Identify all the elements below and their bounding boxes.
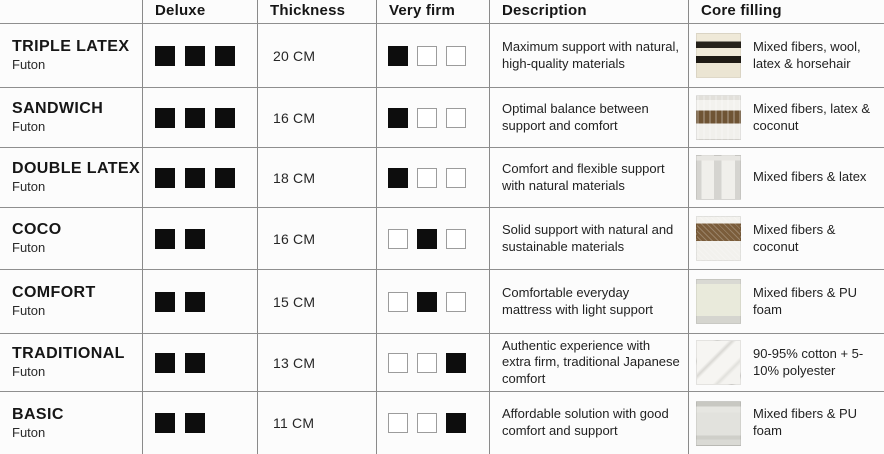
filled-square-icon (446, 353, 466, 373)
thickness-value: 13 CM (258, 334, 377, 392)
deluxe-rating (143, 88, 258, 148)
filled-square-icon (215, 46, 235, 66)
firmness-scale (377, 334, 490, 392)
filled-square-icon (417, 229, 437, 249)
empty-square-icon (388, 413, 408, 433)
filled-square-icon (185, 229, 205, 249)
firmness-scale (377, 24, 490, 88)
empty-square-icon (388, 353, 408, 373)
header-deluxe: Deluxe (143, 0, 258, 24)
filled-square-icon (388, 168, 408, 188)
filled-square-icon (155, 292, 175, 312)
empty-square-icon (446, 46, 466, 66)
description-text: Optimal balance between support and comfort (490, 88, 689, 148)
product-cell (0, 392, 143, 454)
empty-square-icon (446, 229, 466, 249)
empty-square-icon (446, 108, 466, 128)
filled-square-icon (155, 46, 175, 66)
header-very-firm: Very firm (377, 0, 490, 24)
thickness-value: 20 CM (258, 24, 377, 88)
empty-square-icon (446, 292, 466, 312)
description-text: Affordable solution with good comfort and support (490, 392, 689, 454)
filled-square-icon (155, 229, 175, 249)
description-text: Authentic experience with extra firm, traditional Japanese comfort (490, 334, 689, 392)
header-thickness: Thickness (258, 0, 377, 24)
core-filling-cell (689, 334, 884, 392)
filled-square-icon (446, 413, 466, 433)
header-product (0, 0, 143, 24)
thickness-value: 15 CM (258, 270, 377, 334)
product-name: COMFORT (12, 284, 96, 301)
filled-square-icon (185, 292, 205, 312)
filled-square-icon (417, 292, 437, 312)
description-text: Comfortable everyday mattress with light support (490, 270, 689, 334)
product-cell (0, 24, 143, 88)
deluxe-rating (143, 270, 258, 334)
core-filling-label: Mixed fibers & PU foam (753, 284, 858, 317)
filled-square-icon (388, 46, 408, 66)
filled-square-icon (185, 46, 205, 66)
firmness-scale (377, 270, 490, 334)
filled-square-icon (155, 353, 175, 373)
product-name: COCO (12, 221, 62, 238)
empty-square-icon (388, 292, 408, 312)
product-cell (0, 148, 143, 208)
core-filling-swatch (696, 33, 741, 78)
product-name: BASIC (12, 405, 64, 423)
empty-square-icon (417, 353, 437, 373)
empty-square-icon (417, 108, 437, 128)
core-filling-cell (689, 208, 884, 270)
core-filling-cell (689, 148, 884, 208)
deluxe-rating (143, 24, 258, 88)
core-filling-swatch (696, 155, 741, 200)
core-filling-cell (689, 392, 884, 454)
header-description: Description (490, 0, 689, 24)
deluxe-rating (143, 148, 258, 208)
filled-square-icon (185, 108, 205, 128)
thickness-value: 11 CM (258, 392, 377, 454)
core-filling-swatch (696, 95, 741, 140)
deluxe-rating (143, 392, 258, 454)
core-filling-cell (689, 270, 884, 334)
core-filling-swatch (696, 340, 741, 385)
description-text: Solid support with natural and sustainable materials (490, 208, 689, 270)
product-cell (0, 270, 143, 334)
firmness-scale (377, 392, 490, 454)
filled-square-icon (215, 168, 235, 188)
core-filling-label: 90-95% cotton + 5-10% polyester (753, 345, 864, 378)
filled-square-icon (155, 168, 175, 188)
empty-square-icon (417, 413, 437, 433)
product-subtitle: Futon (12, 240, 46, 256)
product-name: TRIPLE LATEX (12, 38, 130, 55)
core-filling-swatch (696, 279, 741, 324)
thickness-value: 16 CM (258, 208, 377, 270)
product-cell (0, 208, 143, 270)
product-name: DOUBLE LATEX (12, 160, 141, 177)
description-text: Maximum support with natural, high-quality materials (490, 24, 689, 88)
firmness-scale (377, 148, 490, 208)
product-subtitle: Futon (12, 119, 46, 135)
firmness-scale (377, 88, 490, 148)
product-subtitle: Futon (12, 179, 46, 195)
filled-square-icon (388, 108, 408, 128)
deluxe-rating (143, 208, 258, 270)
filled-square-icon (185, 413, 205, 433)
core-filling-label: Mixed fibers & PU foam (753, 406, 858, 438)
firmness-scale (377, 208, 490, 270)
product-subtitle: Futon (12, 424, 46, 440)
empty-square-icon (417, 168, 437, 188)
product-subtitle: Futon (12, 57, 46, 73)
core-filling-cell (689, 24, 884, 88)
product-name: SANDWICH (12, 100, 104, 117)
product-name: TRADITIONAL (12, 345, 125, 362)
deluxe-rating (143, 334, 258, 392)
header-core-filling: Core filling (689, 0, 884, 24)
product-cell (0, 88, 143, 148)
empty-square-icon (417, 46, 437, 66)
empty-square-icon (388, 229, 408, 249)
product-subtitle: Futon (12, 364, 46, 380)
core-filling-label: Mixed fibers, latex & coconut (753, 100, 871, 133)
product-cell (0, 334, 143, 392)
core-filling-cell (689, 88, 884, 148)
description-text: Comfort and flexible support with natural materials (490, 148, 689, 208)
filled-square-icon (185, 353, 205, 373)
thickness-value: 16 CM (258, 88, 377, 148)
empty-square-icon (446, 168, 466, 188)
core-filling-swatch (696, 401, 741, 446)
thickness-value: 18 CM (258, 148, 377, 208)
filled-square-icon (155, 108, 175, 128)
product-subtitle: Futon (12, 303, 46, 319)
filled-square-icon (215, 108, 235, 128)
core-filling-swatch (696, 216, 741, 261)
core-filling-label: Mixed fibers & latex (753, 169, 867, 185)
core-filling-label: Mixed fibers & coconut (753, 221, 836, 254)
filled-square-icon (185, 168, 205, 188)
filled-square-icon (155, 413, 175, 433)
core-filling-label: Mixed fibers, wool, latex & horsehair (753, 38, 861, 71)
